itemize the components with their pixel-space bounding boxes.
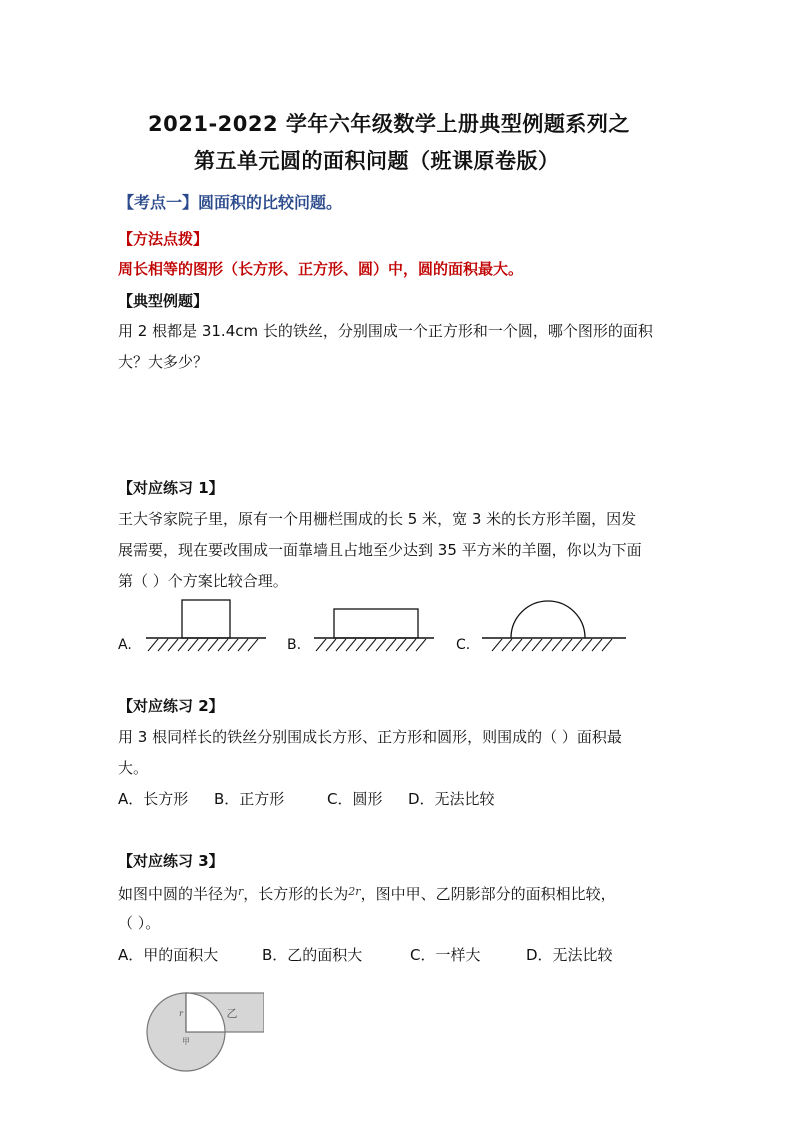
option-c-label: C. xyxy=(456,637,471,653)
var-2r: 2r xyxy=(348,885,361,898)
fig-jia-label: 甲 xyxy=(182,1037,190,1046)
exercise-2-line-1: 用 3 根同样长的铁丝分别围成长方形、正方形和圆形，则围成的（ ）面积最 xyxy=(118,728,622,746)
exercise-3-line-2: （ ）。 xyxy=(118,914,161,932)
fig-yi-label: 乙 xyxy=(226,1007,238,1020)
exercise-3-heading: 【对应练习 3】 xyxy=(118,852,224,870)
var-r: r xyxy=(238,885,244,898)
exercise-1-line-3: 第（ ）个方案比较合理。 xyxy=(118,572,288,590)
exercise-2-option-a: A．长方形 xyxy=(118,790,189,808)
method-heading: 【方法点拨】 xyxy=(118,230,209,248)
exercise-3-option-a: A．甲的面积大 xyxy=(118,946,219,964)
exercise-3-text-c: ，图中甲、乙阴影部分的面积相比较， xyxy=(360,885,616,903)
exercise-3-text-b: ，长方形的长为 xyxy=(243,885,349,903)
exercise-3-option-d: D．无法比较 xyxy=(526,946,613,964)
option-a-figure xyxy=(146,596,268,658)
exercise-2-heading: 【对应练习 2】 xyxy=(118,697,224,715)
exercise-2-line-2: 大。 xyxy=(118,759,149,777)
fig-r-label: r xyxy=(179,1009,183,1018)
method-text: 周长相等的图形（长方形、正方形、圆）中，圆的面积最大。 xyxy=(118,260,524,278)
exercise-1-heading: 【对应练习 1】 xyxy=(118,479,224,497)
example-line-1: 用 2 根都是 31.4cm 长的铁丝，分别围成一个正方形和一个圆，哪个图形的面积 xyxy=(118,322,653,340)
option-b-figure xyxy=(314,596,436,658)
title-line-1: 2021-2022 学年六年级数学上册典型例题系列之 xyxy=(148,112,630,136)
option-b-label: B. xyxy=(287,637,302,653)
exercise-1-line-1: 王大爷家院子里，原有一个用栅栏围成的长 5 米，宽 3 米的长方形羊圈，因发 xyxy=(118,510,637,528)
exercise-3-text-a: 如图中圆的半径为 xyxy=(118,885,239,903)
option-c-figure xyxy=(482,596,628,658)
exercise-3-option-c: C．一样大 xyxy=(410,946,481,964)
circle-rectangle-figure xyxy=(142,986,264,1082)
exercise-1-line-2: 展需要，现在要改围成一面靠墙且占地至少达到 35 平方米的羊圈，你以为下面 xyxy=(118,541,642,559)
option-a-label: A. xyxy=(118,637,132,653)
title-line-2: 第五单元圆的面积问题（班课原卷版） xyxy=(194,149,560,173)
exercise-2-option-b: B．正方形 xyxy=(214,790,285,808)
exercise-3-option-b: B．乙的面积大 xyxy=(262,946,363,964)
example-heading: 【典型例题】 xyxy=(118,292,209,310)
exercise-2-option-c: C．圆形 xyxy=(327,790,383,808)
exercise-2-option-d: D．无法比较 xyxy=(408,790,495,808)
example-line-2: 大？大多少？ xyxy=(118,353,209,371)
exercise-3-line-1 xyxy=(118,882,616,904)
kaodian-heading: 【考点一】圆面积的比较问题。 xyxy=(118,193,343,212)
